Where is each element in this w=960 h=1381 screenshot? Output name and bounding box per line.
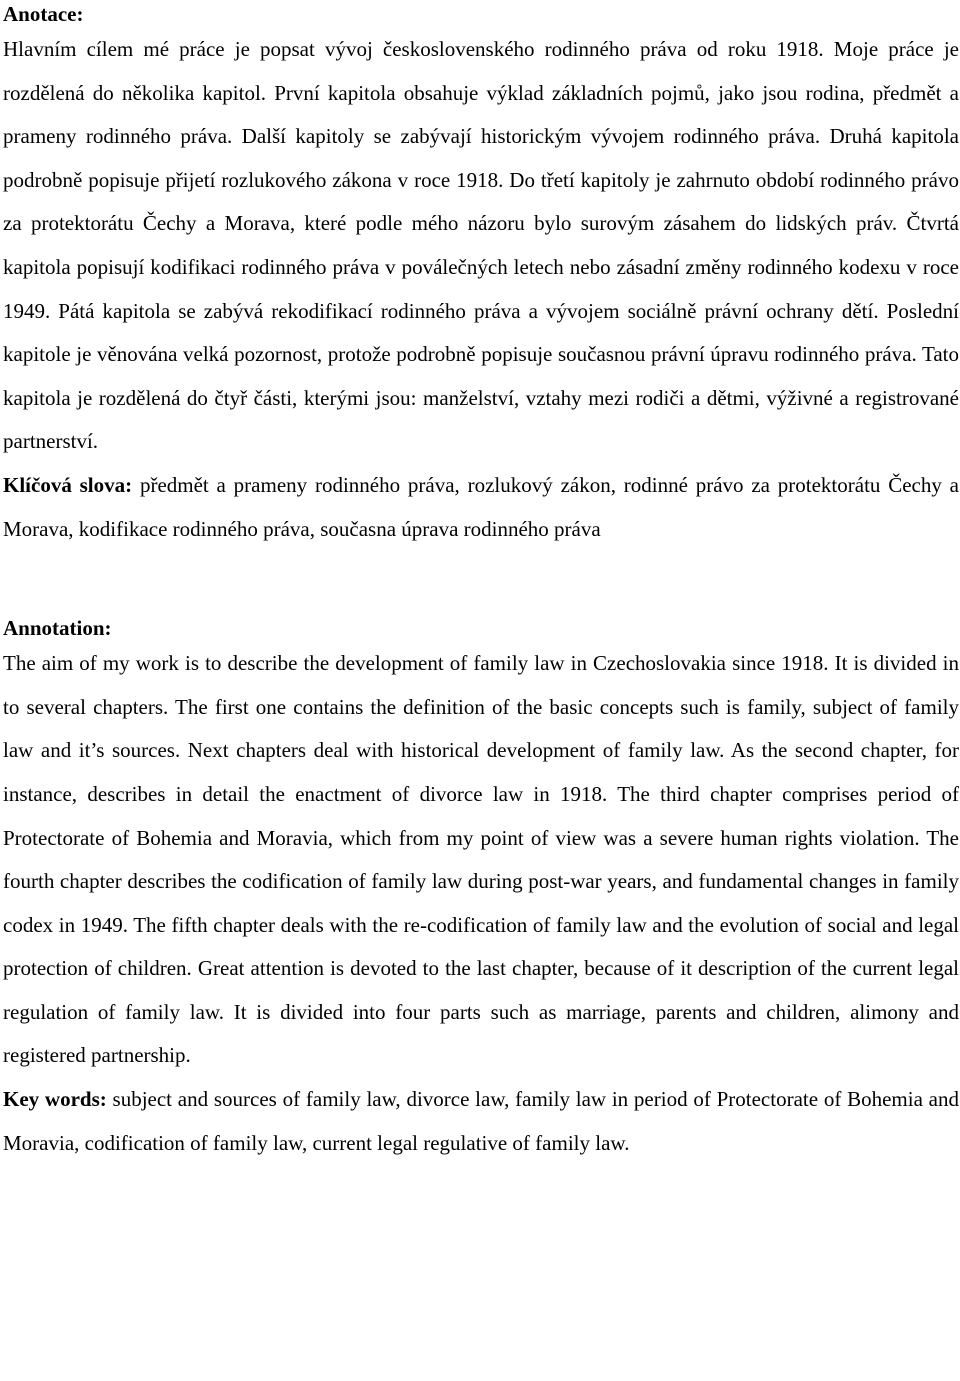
czech-abstract-paragraph: Hlavním cílem mé práce je popsat vývoj československého rodinného práva od roku 1918. Moje práce je rozdělená do několika kapitol. První kapitola obsahuje výklad základních pojmů, jako jsou rodina, předmět a prameny rodinného práva. Další kapitoly se zabývají historickým vývojem rodinného práva. Druhá kapitola podrobně popisuje přijetí rozlukového zákona v roce 1918. Do třetí kapitoly je zahrnuto období rodinného právo za protektorátu Čechy a Morava, které podle mého názoru bylo surovým zásahem do lidských práv. Čtvrtá kapitola popisují kodifikaci rodinného práva v poválečných letech nebo zásadní změny rodinného kodexu v roce 1949. Pátá kapitola se zabývá rekodifikací rodinného práva a vývojem sociálně právní ochrany dětí. Poslední kapitole je věnována velká pozornost, protože podrobně popisuje současnou právní úpravu rodinného práva. Tato kapitola je rozdělená do čtyř části, kterými jsou: manželství, vztahy mezi rodiči a dětmi, výživné a registrované partnerství. xyxy=(3,37,959,454)
czech-keywords-paragraph xyxy=(3,464,959,551)
czech-annotation-heading: Anotace: xyxy=(3,2,84,26)
czech-keywords-text: předmět a prameny rodinného práva, rozlukový zákon, rodinné právo za protektorátu Čechy a Morava, kodifikace rodinného práva, současna úprava rodinného práva xyxy=(3,472,960,541)
czech-keywords-label: Klíčová slova: xyxy=(3,472,133,497)
english-keywords-text: subject and sources of family law, divorce law, family law in period of Protectorate of Bohemia and Moravia, codification of family law, current legal regulative of family law. xyxy=(3,1087,959,1155)
english-keywords-paragraph xyxy=(3,1078,959,1165)
english-keywords-label: Key words: xyxy=(3,1087,107,1112)
english-abstract-paragraph: The aim of my work is to describe the development of family law in Czechoslovakia since 1918. It is divided in to several chapters. The first one contains the definition of the basic concepts such is family, subject of family law and it’s sources. Next chapters deal with historical development of family law. As the second chapter, for instance, describes in detail the enactment of divorce law in 1918. The third chapter comprises period of Protectorate of Bohemia and Moravia, which from my point of view was a severe human rights violation. The fourth chapter describes the codification of family law during post-war years, and fundamental changes in family codex in 1949. The fifth chapter deals with the re-codification of family law and the evolution of social and legal protection of children. Great attention is devoted to the last chapter, because of it description of the current legal regulation of family law. It is divided into four parts such as marriage, parents and children, alimony and registered partnership. xyxy=(3,651,959,1068)
czech-annotation-section xyxy=(3,0,959,551)
english-annotation-heading: Annotation: xyxy=(3,616,112,641)
section-spacer xyxy=(3,551,959,593)
english-annotation-section xyxy=(3,614,959,1165)
